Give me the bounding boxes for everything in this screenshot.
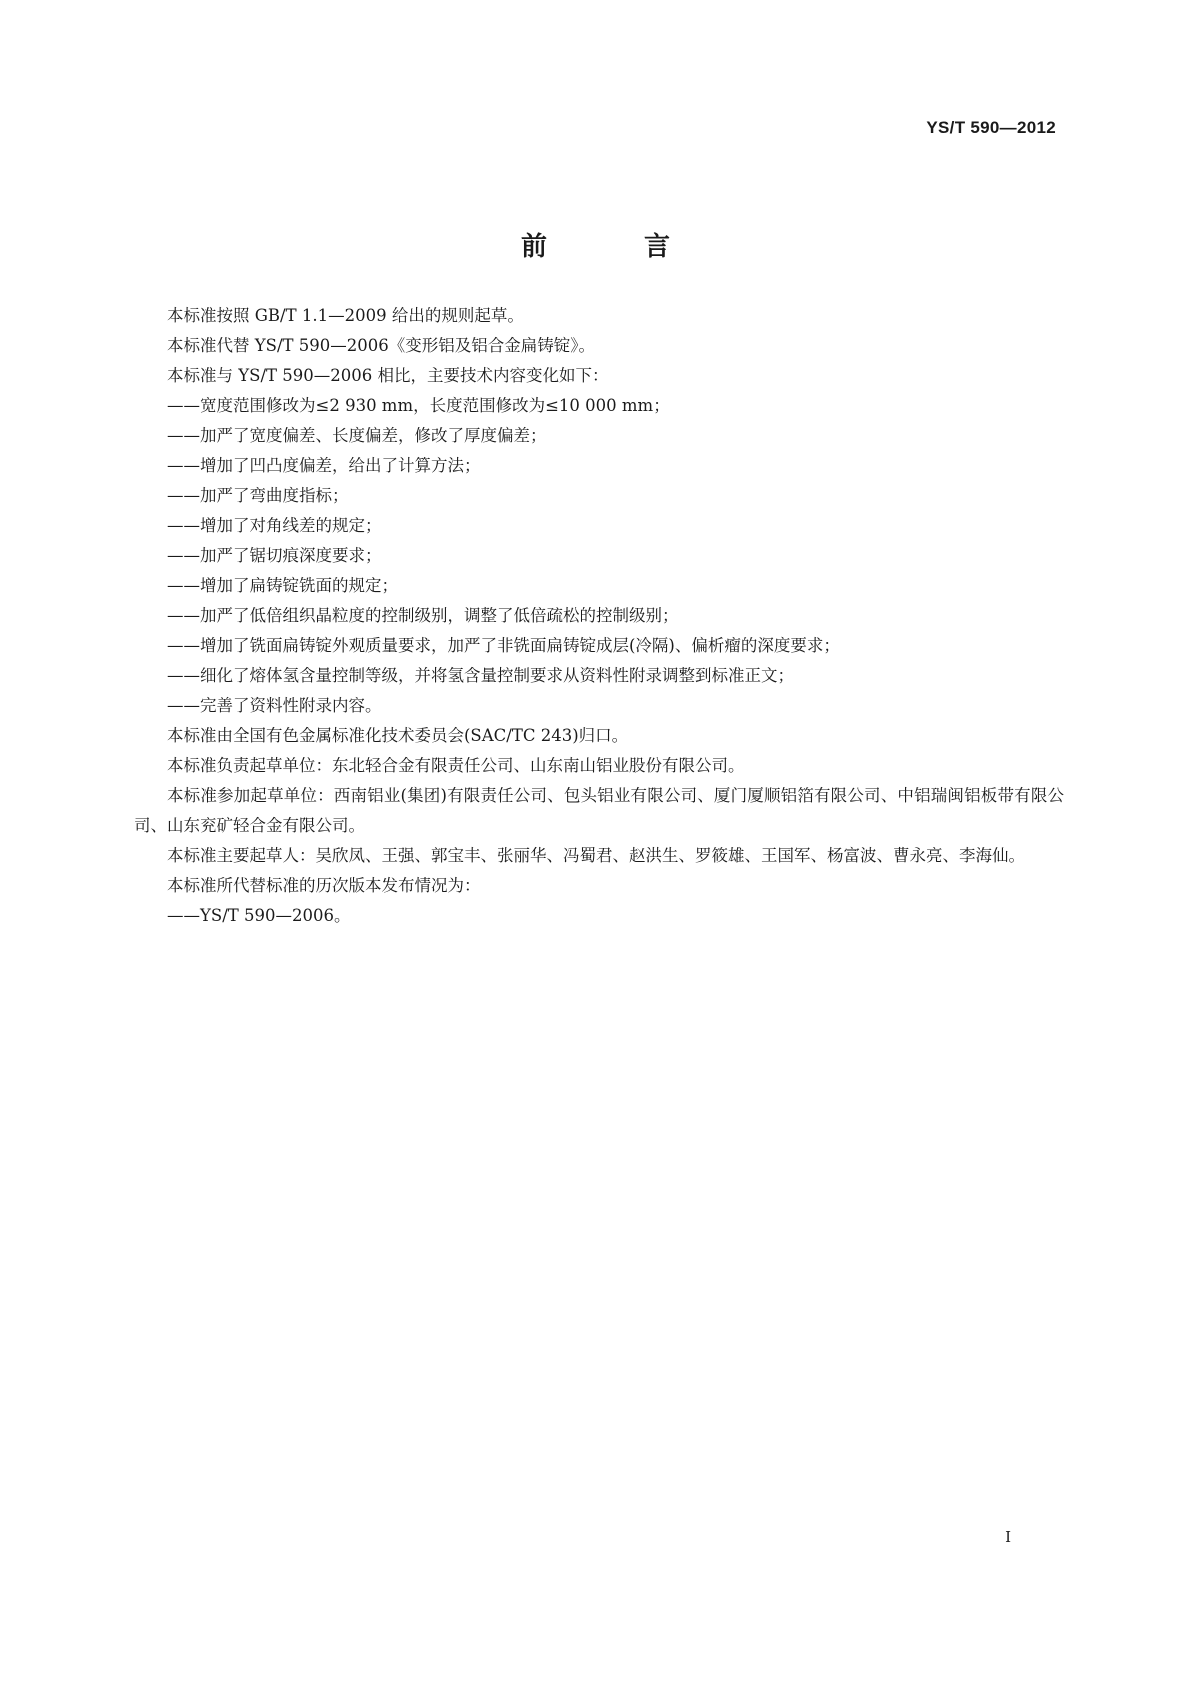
list-item: ——宽度范围修改为≤2 930 mm，长度范围修改为≤10 000 mm；: [167, 396, 670, 415]
list-item: ——增加了铣面扁铸锭外观质量要求，加严了非铣面扁铸锭成层(冷隔)、偏析瘤的深度要求；: [167, 636, 840, 655]
list-item: ——YS/T 590—2006。: [167, 906, 351, 925]
paragraph: 本标准负责起草单位：东北轻合金有限责任公司、山东南山铝业股份有限公司。: [167, 756, 745, 775]
list-item: ——增加了对角线差的规定；: [167, 516, 382, 535]
list-item: ——加严了锯切痕深度要求；: [167, 546, 382, 565]
list-item: ——增加了扁铸锭铣面的规定；: [167, 576, 398, 595]
page-title: 前 言: [520, 232, 715, 262]
list-item: ——完善了资料性附录内容。: [167, 696, 382, 715]
list-item: ——增加了凹凸度偏差，给出了计算方法；: [167, 456, 481, 475]
list-item: ——加严了宽度偏差、长度偏差，修改了厚度偏差；: [167, 426, 547, 445]
paragraph: 本标准与 YS/T 590—2006 相比，主要技术内容变化如下：: [167, 366, 609, 385]
paragraph: 本标准参加起草单位：西南铝业(集团)有限责任公司、包头铝业有限公司、厦门厦顺铝箔有限公司、中铝瑞闽铝板带有限公司、山东兖矿轻合金有限公司。: [134, 786, 1064, 835]
paragraph: 本标准按照 GB/T 1.1—2009 给出的规则起草。: [167, 306, 524, 325]
paragraph: 本标准由全国有色金属标准化技术委员会(SAC/TC 243)归口。: [167, 726, 629, 745]
list-item: ——加严了低倍组织晶粒度的控制级别，调整了低倍疏松的控制级别；: [167, 606, 679, 625]
page-number: I: [1005, 1528, 1011, 1546]
list-item: ——细化了熔体氢含量控制等级，并将氢含量控制要求从资料性附录调整到标准正文；: [167, 666, 794, 685]
list-item: ——加严了弯曲度指标；: [167, 486, 349, 505]
standard-number: YS/T 590—2012: [926, 118, 1056, 137]
paragraph: 本标准代替 YS/T 590—2006《变形铝及铝合金扁铸锭》。: [167, 336, 595, 355]
document-body: [134, 301, 1064, 931]
paragraph: 本标准主要起草人：吴欣凤、王强、郭宝丰、张丽华、冯蜀君、赵洪生、罗筱雄、王国军、杨富波、曹永亮、李海仙。: [167, 846, 1025, 865]
paragraph: 本标准所代替标准的历次版本发布情况为：: [167, 876, 481, 895]
